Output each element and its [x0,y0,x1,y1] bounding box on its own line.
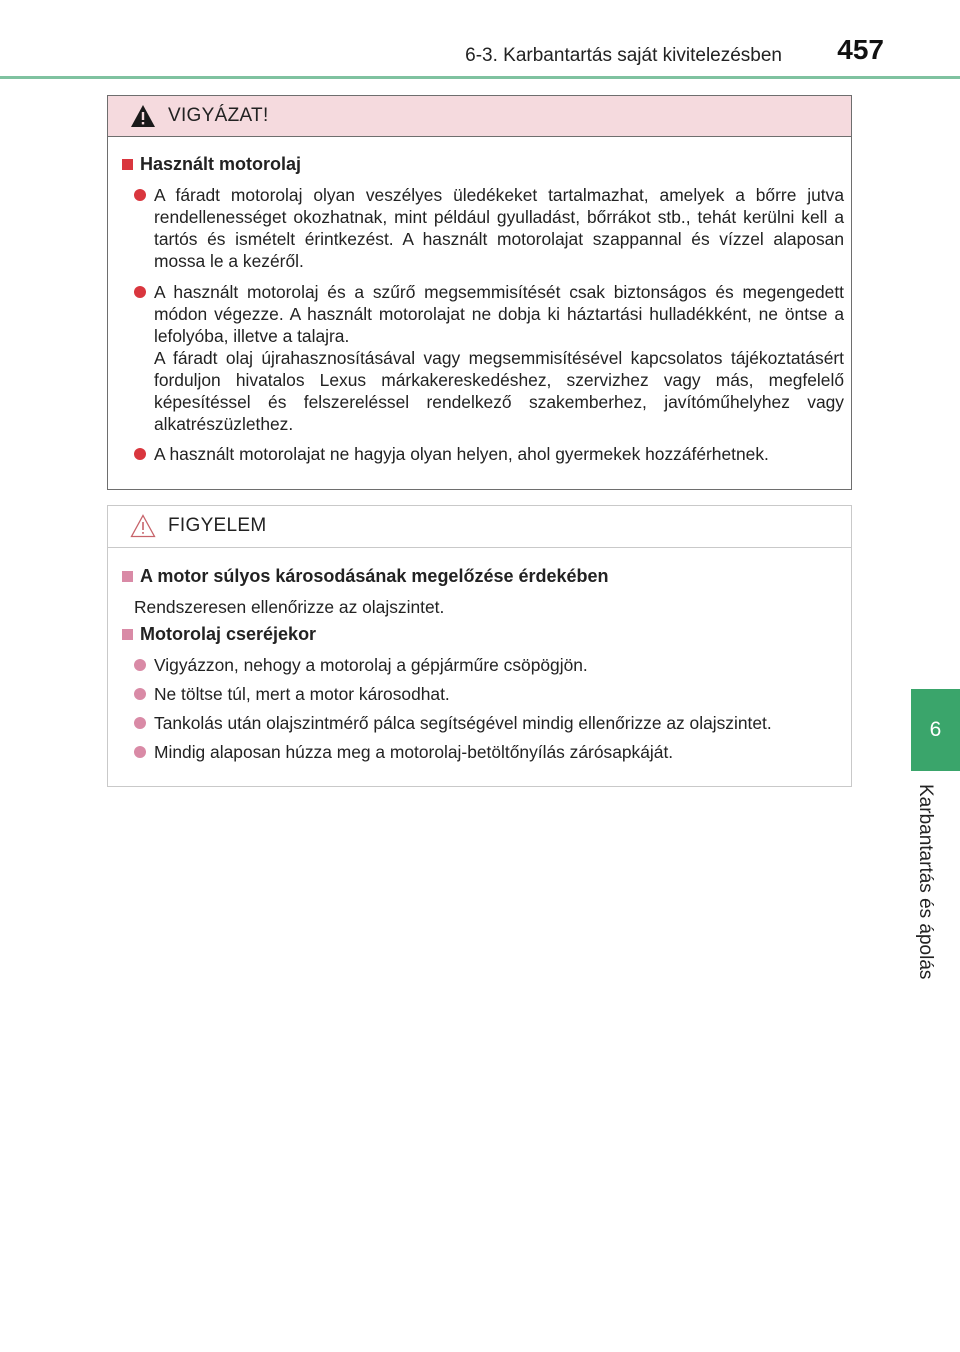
warning-triangle-icon [130,104,156,128]
section-title: 6-3. Karbantartás saját kivitelezésben [465,45,782,66]
bullet-icon [134,189,146,201]
warning-item-continuation: A fáradt olaj újrahasznosításával vagy megsemmisítésével kapcsolatos tájékoztatásért forduljon hivatalos Lexus márkakereskedéshez, szervizhez vagy más, megfelelő képesítéssel és felszereléssel rendelkező szakemberhez, javítóműhelyhez vagy alkatrészüzlethez. [154,348,844,434]
warning-item-text: A használt motorolajat ne hagyja olyan helyen, ahol gyermekek hozzáférhetnek. [154,444,769,464]
warning-header [108,96,851,137]
notice-item [134,654,844,676]
notice-section-title: A motor súlyos károsodásának megelőzése érdekében [140,566,609,586]
warning-item-text: A használt motorolaj és a szűrő megsemmisítését csak biztonságos és megengedett módon végezze. A használt motorolajat ne dobja ki háztartási hulladékként, ne öntse a lefolyóba, illetve a talajra. [154,282,844,346]
square-bullet-icon [122,571,133,582]
notice-header [108,506,851,548]
notice-item-text: Tankolás után olajszintmérő pálca segítségével mindig ellenőrizze az olajszintet. [154,713,772,733]
warning-box [107,95,852,490]
page-header [0,0,960,80]
notice-item [134,712,844,734]
notice-title: FIGYELEM [168,515,267,536]
warning-title: VIGYÁZAT! [168,105,269,126]
warning-section-title: Használt motorolaj [140,154,302,174]
chapter-tab [911,689,960,771]
square-bullet-icon [122,629,133,640]
bullet-icon [134,659,146,671]
notice-section-heading [118,566,609,587]
notice-section-heading [118,624,316,645]
notice-section-text: Rendszeresen ellenőrizze az olajszintet. [134,597,445,617]
caution-triangle-icon [130,514,156,538]
bullet-icon [134,688,146,700]
warning-item-text: A fáradt motorolaj olyan veszélyes üledékeket tartalmazhat, amelyek a bőrre jutva rendellenességet okozhatnak, mint például gyulladást, bőrrákot stb., tehát kerülni kell a tartós és ismételt érintkezést. A használt motorolajat szappannal és vízzel alaposan mossa le a kezéről. [154,185,844,271]
bullet-icon [134,717,146,729]
notice-item [134,683,844,705]
page-number: 457 [837,34,884,65]
notice-box [107,505,852,787]
warning-section-heading [118,154,301,175]
notice-item-text: Mindig alaposan húzza meg a motorolaj-betöltőnyílás zárósapkáját. [154,742,674,762]
bullet-icon [134,448,146,460]
chapter-number: 6 [929,718,942,741]
warning-item [134,443,844,465]
notice-section-title: Motorolaj cseréjekor [140,624,317,644]
warning-item [134,281,844,435]
notice-item [134,741,844,763]
bullet-icon [134,286,146,298]
warning-item [134,184,844,272]
bullet-icon [134,746,146,758]
chapter-title: Karbantartás és ápolás [915,784,936,980]
notice-item-text: Ne töltse túl, mert a motor károsodhat. [154,684,450,704]
notice-item-text: Vigyázzon, nehogy a motorolaj a gépjárműre csöpögjön. [154,655,588,675]
header-divider [0,76,960,79]
square-bullet-icon [122,159,133,170]
chapter-label [895,784,955,984]
